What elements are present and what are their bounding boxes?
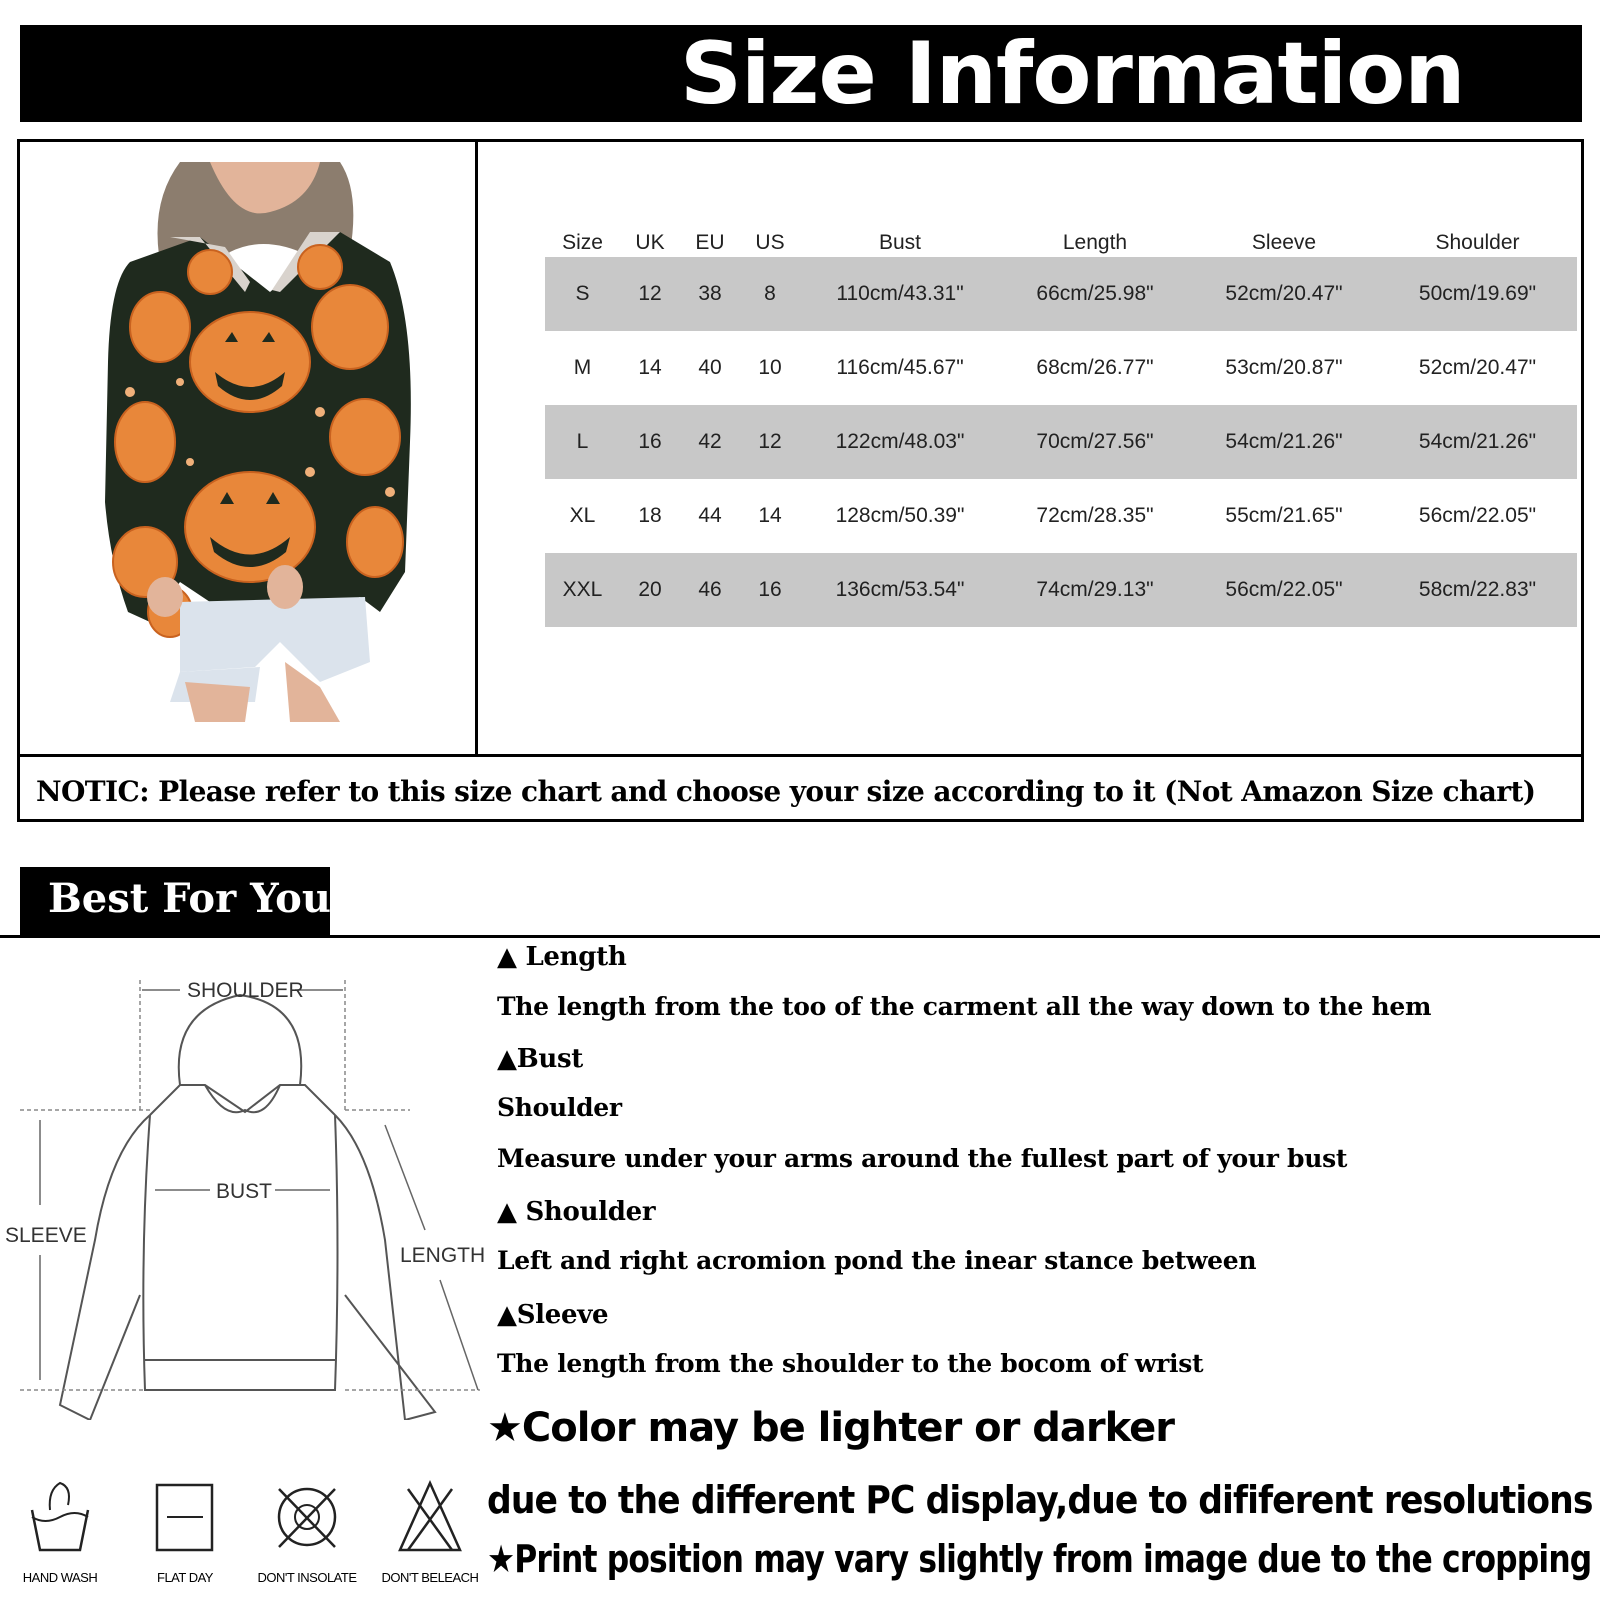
table-cell: 38 <box>680 257 740 331</box>
flat-dry-icon <box>145 1475 225 1565</box>
column-header: Bust <box>878 231 922 254</box>
table-cell: 56cm/22.05" <box>1190 553 1378 627</box>
bust-heading: ▲Bust <box>497 1044 584 1074</box>
column-header: Shoulder <box>1435 231 1520 254</box>
bust-dimension-label: BUST <box>216 1180 273 1203</box>
table-row <box>545 257 1577 331</box>
column-header: Size <box>562 231 603 254</box>
column-header: EU <box>695 231 725 254</box>
table-cell: S <box>545 257 620 331</box>
table-cell: 14 <box>758 504 782 527</box>
column-header: UK <box>635 231 665 254</box>
table-cell: 54cm/21.26" <box>1378 405 1577 479</box>
table-cell: 10 <box>758 356 782 379</box>
table-cell: 16 <box>740 553 800 627</box>
table-cell: 52cm/20.47" <box>1190 257 1378 331</box>
care-label: FLAT DAY <box>157 1570 213 1585</box>
table-cell: 42 <box>680 405 740 479</box>
column-header: Length <box>1062 231 1128 254</box>
table-cell: 16 <box>620 405 680 479</box>
care-label: DON'T INSOLATE <box>257 1570 357 1585</box>
table-cell: 55cm/21.65" <box>1225 504 1343 527</box>
table-cell: 56cm/22.05" <box>1418 504 1537 527</box>
table-row <box>545 331 1577 405</box>
table-cell: 53cm/20.87" <box>1225 356 1343 379</box>
table-cell: XL <box>569 504 596 527</box>
table-cell: 12 <box>740 405 800 479</box>
table-cell: 74cm/29.13" <box>1000 553 1190 627</box>
product-photo <box>20 142 478 754</box>
size-table-cell <box>478 142 1581 754</box>
size-chart-box <box>17 139 1584 822</box>
care-flat-dry <box>130 1475 240 1595</box>
page-title: Size Information <box>680 24 1465 124</box>
sleeve-dimension-label: SLEEVE <box>5 1224 87 1247</box>
table-cell: 72cm/28.35" <box>1036 504 1154 527</box>
display-note: due to the different PC display,due to dififerent resolutions <box>487 1478 1593 1522</box>
care-label: HAND WASH <box>22 1570 98 1585</box>
table-row <box>545 405 1577 479</box>
length-dimension-label: LENGTH <box>400 1244 486 1267</box>
table-cell: 66cm/25.98" <box>1000 257 1190 331</box>
sleeve-description: The length from the shoulder to the bocom of wrist <box>497 1349 1204 1378</box>
length-description: The length from the too of the carment all the way down to the hem <box>497 992 1432 1021</box>
table-cell: 50cm/19.69" <box>1378 257 1577 331</box>
header-bar <box>20 25 1582 122</box>
bust-subheading: Shoulder <box>497 1093 622 1122</box>
size-table <box>545 217 1577 627</box>
bust-description: Measure under your arms around the fullest part of your bust <box>497 1144 1348 1173</box>
table-cell: 46 <box>680 553 740 627</box>
shoulder-heading: ▲ Shoulder <box>497 1197 656 1227</box>
table-header-row <box>545 217 1577 257</box>
care-dont-insolate <box>252 1475 362 1595</box>
section-divider <box>0 935 1600 938</box>
print-note: ★Print position may vary slightly from image due to the cropping <box>487 1537 1592 1581</box>
table-cell: 18 <box>638 504 662 527</box>
sleeve-heading: ▲Sleeve <box>497 1300 609 1330</box>
table-cell: 136cm/53.54" <box>800 553 1000 627</box>
table-row <box>545 479 1577 553</box>
table-cell: 116cm/45.67" <box>836 356 964 379</box>
best-for-you-label: Best For You <box>48 875 331 922</box>
table-cell: 40 <box>698 356 722 379</box>
table-cell: 128cm/50.39" <box>835 504 965 527</box>
length-heading: ▲ Length <box>497 942 627 972</box>
table-cell: 58cm/22.83" <box>1378 553 1577 627</box>
hoodie-measurement-diagram <box>0 950 490 1420</box>
column-header: US <box>755 231 785 254</box>
shoulder-description: Left and right acromion pond the inear stance between <box>497 1246 1257 1275</box>
product-photo-cell <box>20 142 478 754</box>
care-dont-bleach <box>375 1475 485 1595</box>
table-cell: 68cm/26.77" <box>1036 356 1154 379</box>
best-for-you-tab <box>20 867 330 937</box>
dont-bleach-icon <box>390 1475 470 1565</box>
table-cell: 20 <box>620 553 680 627</box>
table-cell: 12 <box>620 257 680 331</box>
table-cell: XXL <box>545 553 620 627</box>
shoulder-dimension-label: SHOULDER <box>187 979 304 1002</box>
hand-wash-icon <box>20 1475 100 1565</box>
notice-text: NOTIC: Please refer to this size chart and choose your size according to it (Not Amazon Size chart) <box>36 775 1536 808</box>
table-cell: 44 <box>698 504 722 527</box>
table-cell: 14 <box>638 356 662 379</box>
table-cell: 110cm/43.31" <box>800 257 1000 331</box>
column-header: Sleeve <box>1251 231 1317 254</box>
table-cell: 70cm/27.56" <box>1000 405 1190 479</box>
table-cell: 54cm/21.26" <box>1190 405 1378 479</box>
dont-insolate-icon <box>267 1475 347 1565</box>
care-hand-wash <box>5 1475 115 1595</box>
table-row <box>545 553 1577 627</box>
table-cell: 122cm/48.03" <box>800 405 1000 479</box>
notice-row <box>20 754 1581 819</box>
table-cell: M <box>573 356 592 379</box>
table-cell: 8 <box>740 257 800 331</box>
care-label: DON'T BELEACH <box>381 1570 479 1585</box>
table-cell: 52cm/20.47" <box>1418 356 1537 379</box>
table-cell: L <box>545 405 620 479</box>
color-note: ★Color may be lighter or darker <box>487 1405 1174 1451</box>
